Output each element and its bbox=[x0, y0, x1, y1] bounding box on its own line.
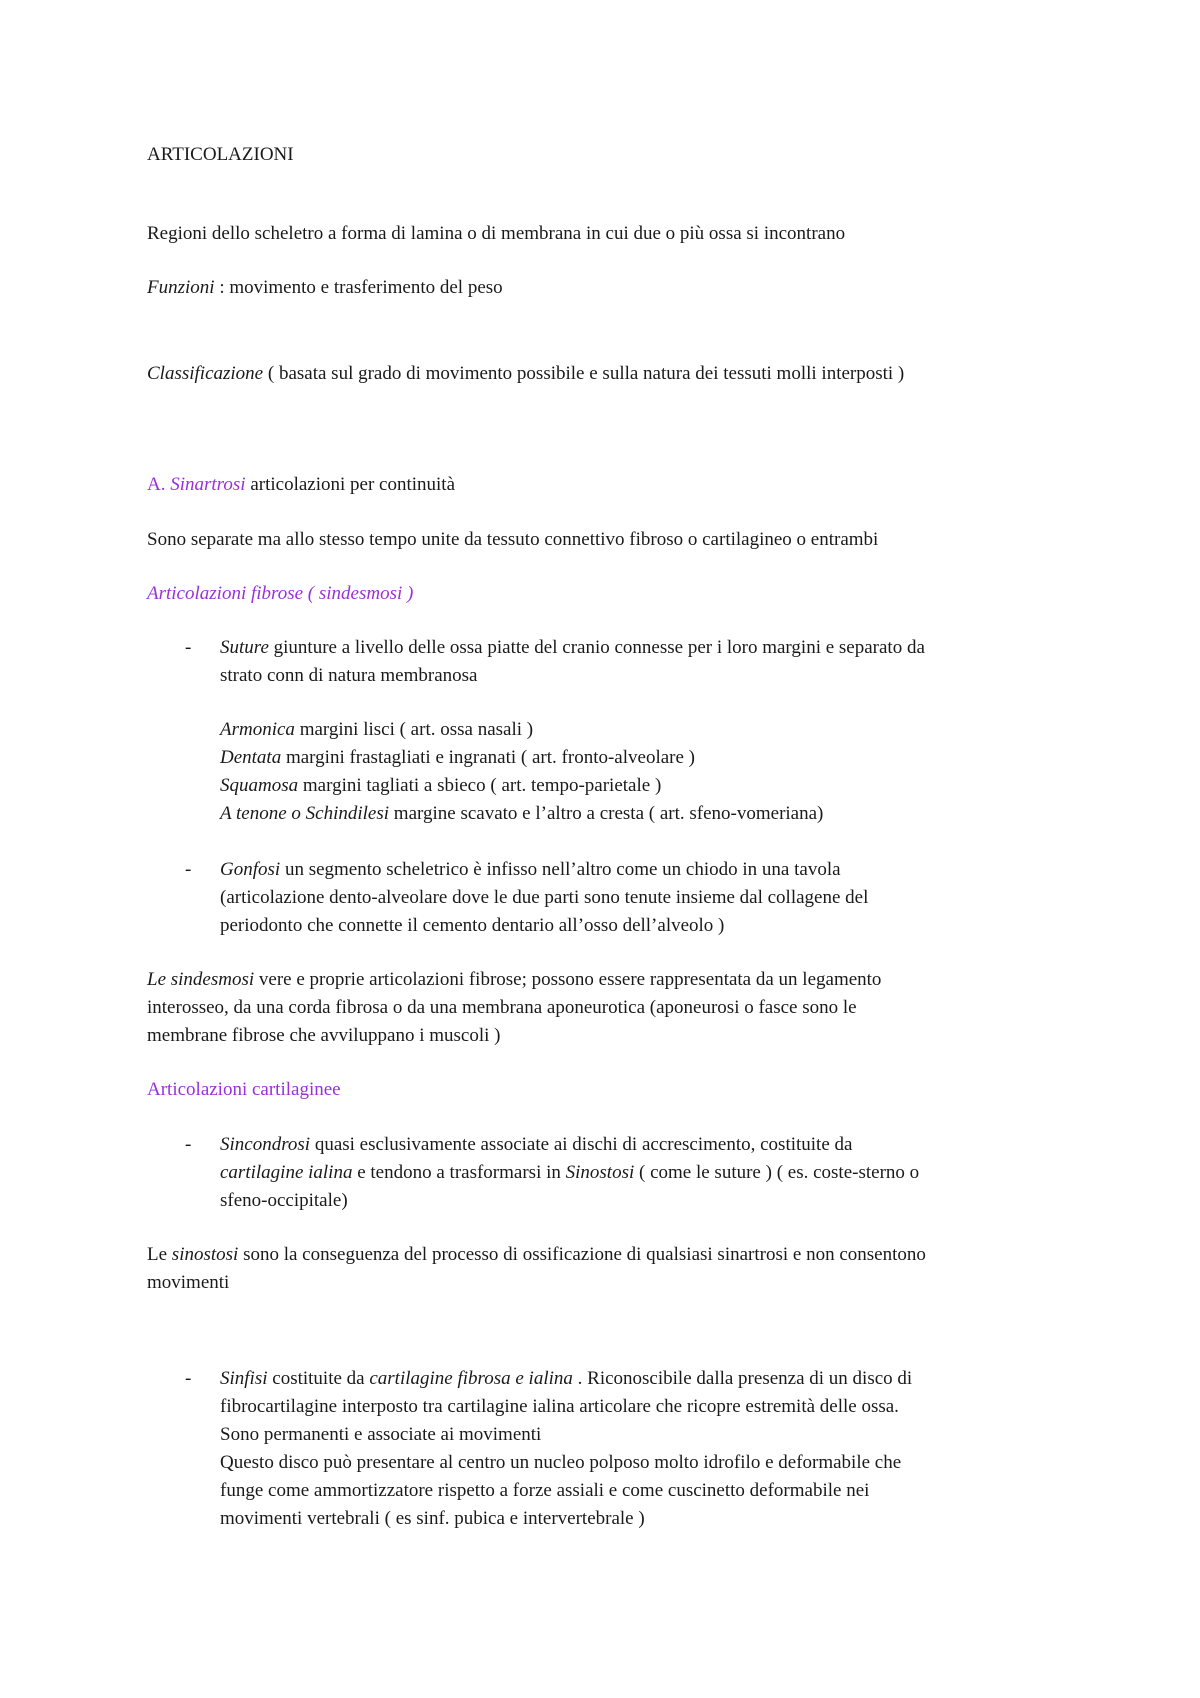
sindesmosi-paragraph: Le sindesmosi vere e proprie articolazioni fibrose; possono essere rappresentata da un legamento interosseo, da una corda fibrosa o da una membrana aponeurotica (aponeurosi o fasce sono le membrane fibrose che avviluppano i muscoli ) bbox=[147, 969, 882, 1046]
gonfosi-item: Gonfosi un segmento scheletrico è infisso nell’altro come un chiodo in una tavola (articolazione dento-alveolare dove le due parti sono tenute insieme dal collagene del periodonto che connette il cemento dentario all’osso dell’alveolo ) bbox=[220, 859, 869, 936]
cartilaginee-heading: Articolazioni cartilaginee bbox=[147, 1079, 341, 1100]
suture-type-squamosa: Squamosa margini tagliati a sbieco ( art. tempo-parietale ) bbox=[220, 775, 662, 796]
suture-term: Suture bbox=[220, 637, 269, 658]
sinostosi-paragraph: Le sinostosi sono la conseguenza del processo di ossificazione di qualsiasi sinartrosi e non consentono movimenti bbox=[147, 1244, 926, 1293]
sincondrosi-bullet: - bbox=[185, 1134, 192, 1155]
sinartrosi-description: Sono separate ma allo stesso tempo unite da tessuto connettivo fibroso o cartilagineo o entrambi bbox=[147, 529, 879, 550]
sinostosi-term: sinostosi bbox=[171, 1244, 239, 1265]
suture-item: Suture giunture a livello delle ossa piatte del cranio connesse per i loro margini e separato da strato conn di natura membranosa bbox=[220, 637, 925, 686]
sinfisi-bullet: - bbox=[185, 1368, 192, 1389]
sinartrosi-term: Sinartrosi bbox=[170, 474, 246, 495]
sindesmosi-term: Le sindesmosi bbox=[147, 969, 255, 990]
sinfisi-item: Sinfisi costituite da cartilagine fibrosa e ialina . Riconoscibile dalla presenza di un disco di fibrocartilagine interposto tra cartilagine ialina articolare che ricopre estremità delle ossa. Sono permanenti e associate ai movimenti Questo disco può presentare al centro un nucleo polposo molto idrofilo e deformabile che funge come ammortizzatore rispetto a forze assiali e come cuscinetto deformabile nei movimenti vertebrali ( es sinf. pubica e intervertebrale ) bbox=[220, 1368, 913, 1529]
gonfosi-term: Gonfosi bbox=[220, 859, 281, 880]
sinfisi-term: Sinfisi bbox=[220, 1368, 268, 1389]
intro-paragraph: Regioni dello scheletro a forma di lamina o di membrana in cui due o più ossa si incontrano bbox=[147, 223, 846, 244]
fibrose-heading: Articolazioni fibrose ( sindesmosi ) bbox=[147, 583, 414, 604]
funzioni-paragraph: Funzioni : movimento e trasferimento del peso bbox=[147, 277, 503, 298]
sincondrosi-item: Sincondrosi quasi esclusivamente associate ai dischi di accrescimento, costituite da cartilagine ialina e tendono a trasformarsi in Sinostosi ( come le suture ) ( es. coste-sterno o sfeno-occipitale) bbox=[220, 1134, 920, 1211]
suture-type-armonica: Armonica margini lisci ( art. ossa nasali ) bbox=[220, 719, 534, 740]
sincondrosi-term: Sincondrosi bbox=[220, 1134, 311, 1155]
suture-type-schindilesi: A tenone o Schindilesi margine scavato e l’altro a cresta ( art. sfeno-vomeriana) bbox=[220, 803, 824, 824]
gonfosi-bullet: - bbox=[185, 859, 192, 880]
funzioni-term: Funzioni bbox=[147, 277, 215, 298]
document-title: ARTICOLAZIONI bbox=[147, 144, 294, 165]
suture-type-dentata: Dentata margini frastagliati e ingranati ( art. fronto-alveolare ) bbox=[220, 747, 695, 768]
sinartrosi-heading: A. Sinartrosi articolazioni per continuità bbox=[147, 474, 456, 495]
classificazione-term: Classificazione bbox=[147, 363, 264, 384]
suture-types-list bbox=[220, 716, 1087, 828]
classificazione-paragraph: Classificazione ( basata sul grado di movimento possibile e sulla natura dei tessuti molli interposti ) bbox=[147, 363, 905, 384]
suture-bullet: - bbox=[185, 637, 192, 658]
